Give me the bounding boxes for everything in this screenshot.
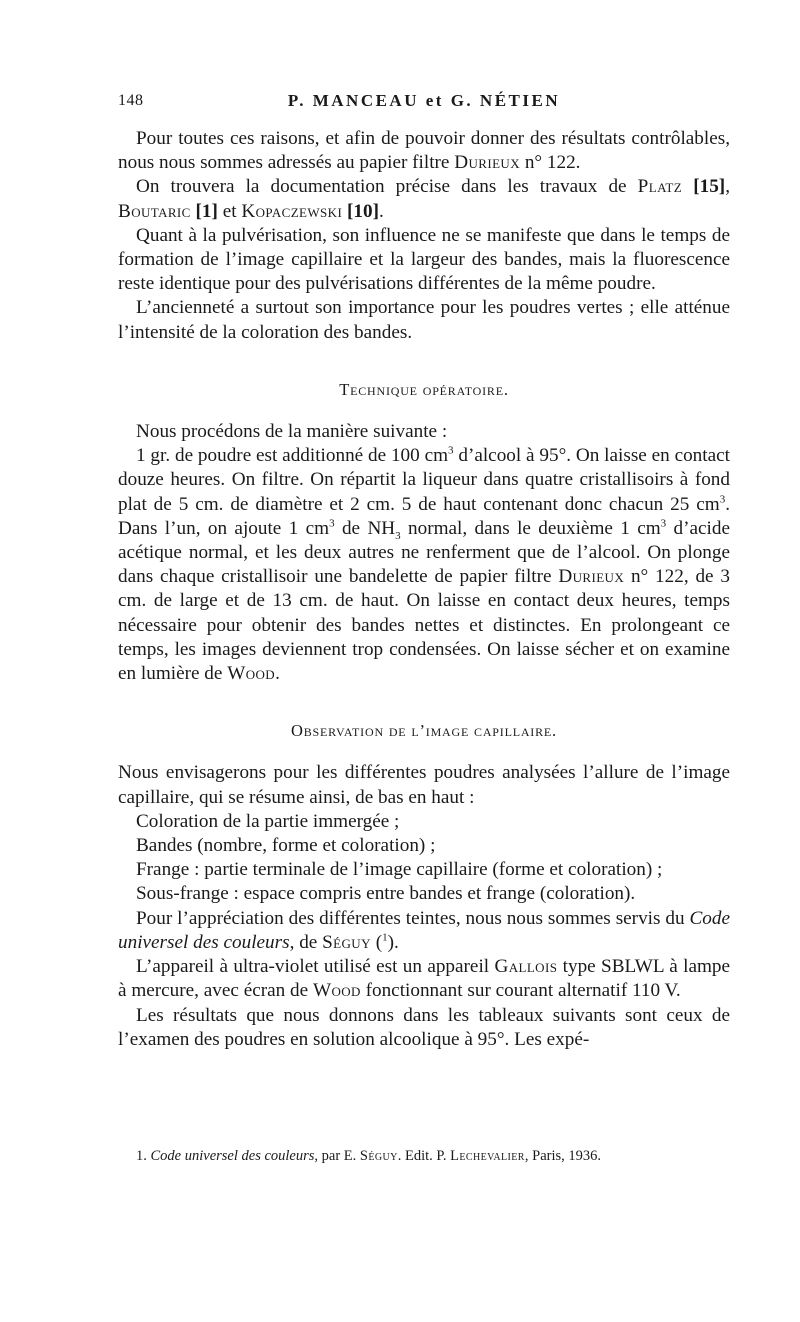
footnote-marker: 1 [382,931,388,944]
author-name: Séguy [322,931,371,953]
paragraph: Pour toutes ces raisons, et afin de pouvoir donner des résultats contrôlables, nous nous sommes adressés au papier filtre Durieux n° 122. [118,128,730,174]
author-name: Durieux [454,152,521,174]
author-name: Gallois [494,956,558,978]
citation: [15] [682,176,726,198]
book-title: Code universel des couleurs [150,1148,315,1164]
book-title: Code universel des couleurs [118,907,730,953]
list-item: Bandes (nombre, forme et coloration) ; [136,835,436,857]
paragraph: On trouvera la documentation précise dans les travaux de Platz [15], Boutaric [1] et Kopaczewski [10]. [118,176,730,222]
paragraph: Nous procédons de la manière suivante : [136,421,448,443]
paragraph: Pour l’appréciation des différentes teintes, nous nous sommes servis du Code universel des couleurs, de Séguy ($^1$). [118,907,730,953]
running-head: P. MANCEAU et G. NÉTIEN [287,91,561,110]
footnote: 1. Code universel des couleurs, par E. Séguy. Edit. P. Lechevalier, Paris, 1936. [136,1148,601,1164]
paragraph: Quant à la pulvérisation, son influence ne se manifeste que dans le temps de formation de l’image capillaire et la largeur des bandes, mais la fluorescence reste identique pour des pulvérisations différentes de la même poudre. [118,224,730,295]
citation: [1] [190,200,218,222]
paragraph: L’appareil à ultra-violet utilisé est un appareil Gallois type SBLWL à lampe à mercure, avec écran de Wood fonctionnant sur courant alternatif 110 V. [118,956,730,1002]
author-name: Séguy [359,1148,398,1164]
page-header [118,92,730,120]
author-name: Kopaczewski [241,200,343,222]
page-number: 148 [118,92,144,109]
paragraph: Les résultats que nous donnons dans les tableaux suivants sont ceux de l’examen des poudres en solution alcoolique à 95°. Les expé- [118,1004,730,1050]
publisher-name: Lechevalier [450,1148,525,1164]
list-item: Frange : partie terminale de l’image capillaire (forme et coloration) ; [136,859,663,881]
body-text [118,127,730,1052]
citation: [10] [342,200,379,222]
author-name: Durieux [558,566,625,588]
section-heading: Technique opératoire. [339,379,509,399]
author-name: Wood [312,980,361,1002]
author-name: Platz [637,176,683,198]
author-name: Wood [227,663,276,685]
paragraph: Nous envisagerons pour les différentes poudres analysées l’allure de l’image capillaire, qui se résume ainsi, de bas en haut : [118,762,730,808]
author-name: Boutaric [118,200,191,222]
section-heading: Observation de l’image capillaire. [291,721,557,741]
list-item: Coloration de la partie immergée ; [136,810,400,832]
paragraph: 1 gr. de poudre est additionné de 100 $cm^3$ d’alcool à 95°. On laisse en contact douze heures. On filtre. On répartit la liqueur dans quatre cristallisoirs à fond plat de 5 cm. de diamètre et 2 cm. 5 de haut contenant donc chacun 25 $cm^3$. Dans l’un, on ajoute 1 $cm^3$ de $NH_3$ normal, dans le deuxième 1 $cm^3$ d’acide acétique normal, et les deux autres ne renferment que de l’alcool. On plonge dans chaque cristallisoir une bandelette de papier filtre Durieux n° 122, de 3 cm. de large et de 13 cm. de haut. On laisse en contact deux heures, temps nécessaire pour obtenir des bandes nettes et distinctes. En prolongeant ce temps, les images deviennent trop condensées. On laisse sécher et on examine en lumière de Wood. [118,444,730,685]
list-item: Sous-frange : espace compris entre bandes et frange (coloration). [136,883,636,905]
paragraph: L’ancienneté a surtout son importance pour les poudres vertes ; elle atténue l’intensité de la coloration des bandes. [118,297,730,343]
